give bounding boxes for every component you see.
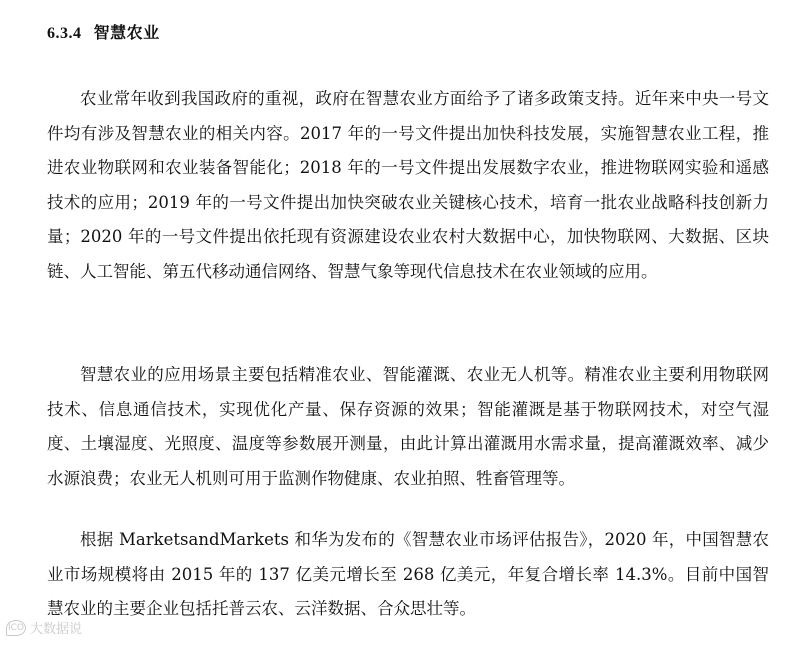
watermark	[6, 618, 82, 637]
section-heading	[47, 20, 160, 43]
section-number: 6.3.4	[47, 25, 82, 42]
paragraph-policy: 农业常年收到我国政府的重视，政府在智慧农业方面给予了诸多政策支持。近年来中央一号文件均有涉及智慧农业的相关内容。2017 年的一号文件提出加快科技发展，实施智慧农业工程，推进农业物联网和农业装备智能化；2018 年的一号文件提出发展数字农业，推进物联网实验和遥感技术的应用；2019 年的一号文件提出加快突破农业关键核心技术，培育一批农业战略科技创新力量；2020 年的一号文件提出依托现有资源建设农业农村大数据中心，加快物联网、大数据、区块链、人工智能、第五代移动通信网络、智慧气象等现代信息技术在农业领域的应用。	[47, 89, 769, 281]
paragraph-market: 根据 MarketsandMarkets 和华为发布的《智慧农业市场评估报告》，2020 年，中国智慧农业市场规模将由 2015 年的 137 亿美元增长至 268 亿美元，年复合增长率 14.3%。目前中国智慧农业的主要企业包括托普云农、云洋数据、合众思壮等。	[47, 530, 769, 618]
watermark-logo-icon: ICO	[6, 620, 26, 636]
section-title: 智慧农业	[93, 23, 160, 42]
paragraph-scenarios: 智慧农业的应用场景主要包括精准农业、智能灌溉、农业无人机等。精准农业主要利用物联网技术、信息通信技术，实现优化产量、保存资源的效果；智能灌溉是基于物联网技术，对空气湿度、土壤湿度、光照度、温度等参数展开测量，由此计算出灌溉用水需求量，提高灌溉效率、减少水源浪费；农业无人机则可用于监测作物健康、农业拍照、牲畜管理等。	[47, 365, 769, 488]
watermark-text: 大数据说	[30, 622, 83, 637]
